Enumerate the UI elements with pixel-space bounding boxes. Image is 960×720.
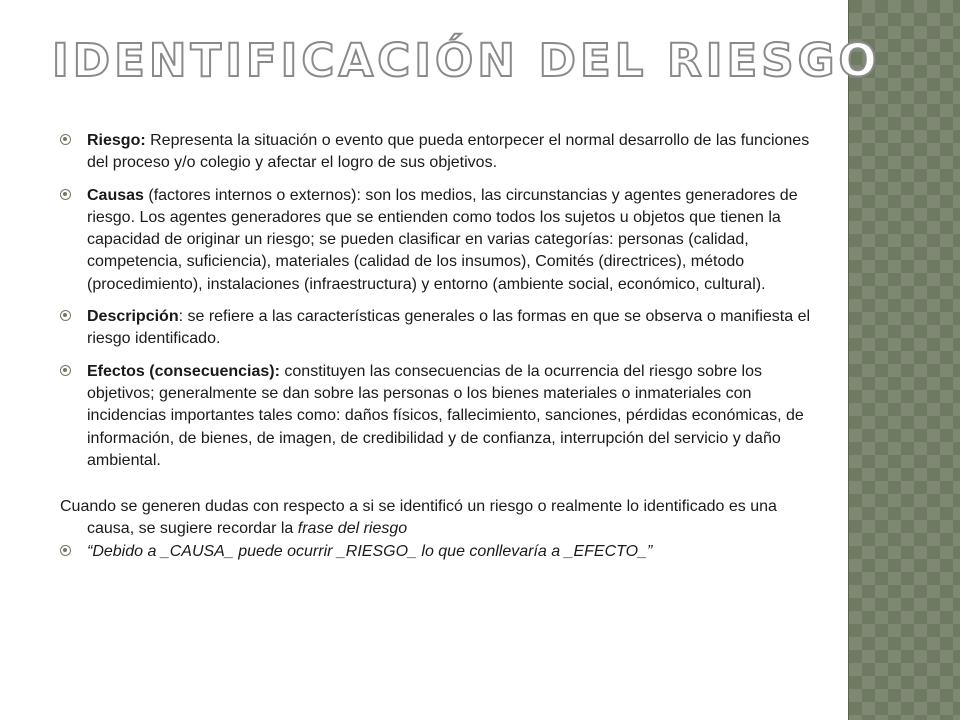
note-emphasis: frase del riesgo [297, 520, 408, 538]
slide-title: IDENTIFICACIÓN DEL RIESGO [52, 34, 881, 87]
note-text: Cuando se generen dudas con respecto a si se identificó un riesgo o realmente lo identificado es una causa, se sugiere recordar la [60, 498, 777, 538]
risk-phrase-quote: “Debido a _CAUSA_ puede ocurrir _RIESGO_ lo que conllevaría a _EFECTO_” [87, 542, 653, 560]
bullet-text: : se refiere a las características generales o las formas en que se observa o manifiesta el riesgo identificado. [87, 308, 811, 348]
bullet-item-causas [60, 185, 820, 296]
bullet-item-descripcion [60, 306, 820, 351]
bullet-list [60, 130, 820, 472]
quote-item [60, 541, 820, 563]
circle-dot-icon [60, 189, 71, 200]
bullet-text: constituyen las consecuencias de la ocurrencia del riesgo sobre los objetivos; generalmente se dan sobre las personas o los bienes materiales o inmateriales con incidencias importantes tales como: daños físicos, fallecimiento, sanciones, pérdidas económicas, de información, de bienes, de imagen, de credibilidad y de confianza, interrupción del servicio y daño ambiental. [87, 362, 804, 469]
bullet-term: Descripción [87, 308, 179, 326]
bullet-text: (factores internos o externos): son los medios, las circunstancias y agentes generadores de riesgo. Los agentes generadores que se entienden como todos los sujetos u objetos que tienen la capacidad de originar un riesgo; se pueden clasificar en varias categorías: personas (calidad, competencia, suficiencia), materiales (calidad de los insumos), Comités (directrices), método (procedimiento), instalaciones (infraestructura) y entorno (ambiente social, económico, cultural). [87, 186, 798, 293]
bullet-item-riesgo [60, 130, 820, 175]
bullet-term: Riesgo: [87, 132, 146, 149]
circle-dot-icon [60, 134, 71, 145]
decorative-side-panel [848, 0, 960, 720]
bullet-text: Representa la situación o evento que pueda entorpecer el normal desarrollo de las funciones del proceso y/o colegio y afectar el logro de sus objetivos. [87, 132, 810, 172]
bullet-term: Efectos (consecuencias): [87, 362, 280, 380]
bullet-item-efectos [60, 361, 820, 472]
circle-dot-icon [60, 310, 71, 321]
circle-dot-icon [60, 365, 71, 376]
slide-content [60, 130, 820, 573]
bullet-term: Causas [87, 186, 144, 204]
circle-dot-icon [60, 545, 71, 556]
quote-list [60, 541, 820, 563]
note-paragraph [60, 496, 820, 541]
